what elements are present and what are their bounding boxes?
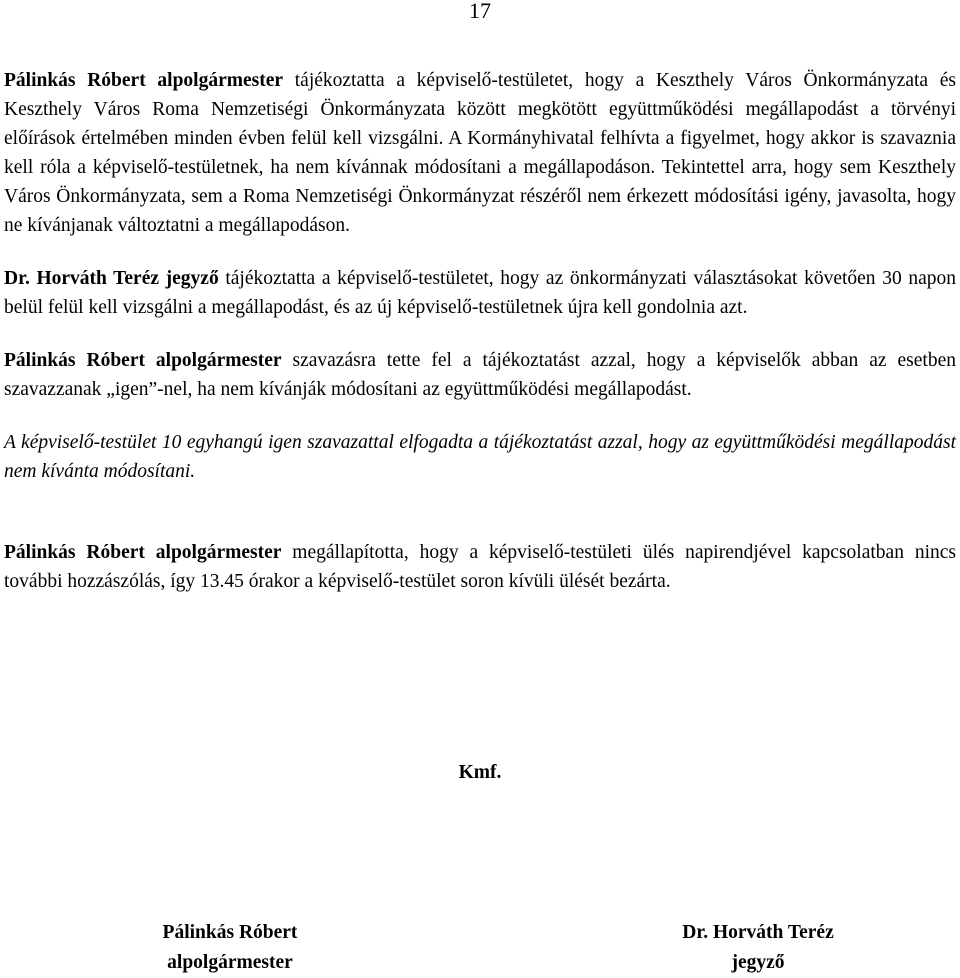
speaker-name: Pálinkás Róbert alpolgármester bbox=[4, 350, 282, 371]
signatory-title: alpolgármester bbox=[167, 952, 293, 973]
paragraph-text: szavazásra tette fel a tájékoztatást azzal, hogy a képviselők abban az esetben szavazzanak „igen”-nel, ha nem kívánják módosítani az együttműködési megállapodást. bbox=[4, 350, 956, 400]
signature-notary bbox=[628, 918, 888, 978]
paragraph-vote-call bbox=[4, 346, 956, 404]
speaker-name: Dr. Horváth Teréz jegyző bbox=[4, 268, 219, 289]
signatory-name: Dr. Horváth Teréz bbox=[682, 922, 834, 943]
signature-deputy-mayor bbox=[100, 918, 360, 978]
paragraph-text: tájékoztatta a képviselő-testületet, hogy a Keszthely Város Önkormányzata és Keszthely Város Roma Nemzetiségi Önkormányzata között megkötött együttműködési megállapodást a törvényi előírások értelmében minden évben felül kell vizsgálni. A Kormányhivatal felhívta a figyelmet, hogy akkor is szavaznia kell róla a képviselő-testületnek, ha nem kívánnak módosítani a megállapodáson. Tekintettel arra, hogy sem Keszthely Város Önkormányzata, sem a Roma Nemzetiségi Önkormányzat részéről nem érkezett módosítási igény, javasolta, hogy ne kívánjanak változtatni a megállapodáson. bbox=[4, 70, 956, 236]
speaker-name: Pálinkás Róbert alpolgármester bbox=[4, 542, 282, 563]
signatory-name: Pálinkás Róbert bbox=[162, 922, 298, 943]
paragraph-notary-report bbox=[4, 264, 956, 322]
minutes-body bbox=[4, 66, 956, 620]
signatory-title: jegyző bbox=[731, 952, 785, 973]
paragraph-text: tájékoztatta a képviselő-testületet, hogy az önkormányzati választásokat követően 30 napon belül felül kell vizsgálni a megállapodást, és az új képviselő-testületnek újra kell gondolnia azt. bbox=[4, 268, 956, 318]
paragraph-meeting-close bbox=[4, 538, 956, 596]
speaker-name: Pálinkás Róbert alpolgármester bbox=[4, 70, 284, 91]
resolution-text: A képviselő-testület 10 egyhangú igen szavazattal elfogadta a tájékoztatást azzal, hogy az együttműködési megállapodást nem kívánta módosítani. bbox=[4, 432, 956, 482]
page-number: 17 bbox=[469, 0, 491, 23]
closing-kmf: Kmf. bbox=[458, 762, 502, 783]
paragraph-text: megállapította, hogy a képviselő-testületi ülés napirendjével kapcsolatban nincs további hozzászólás, így 13.45 órakor a képviselő-testület soron kívüli ülését bezárta. bbox=[4, 542, 956, 592]
paragraph-deputy-mayor-report bbox=[4, 66, 956, 240]
